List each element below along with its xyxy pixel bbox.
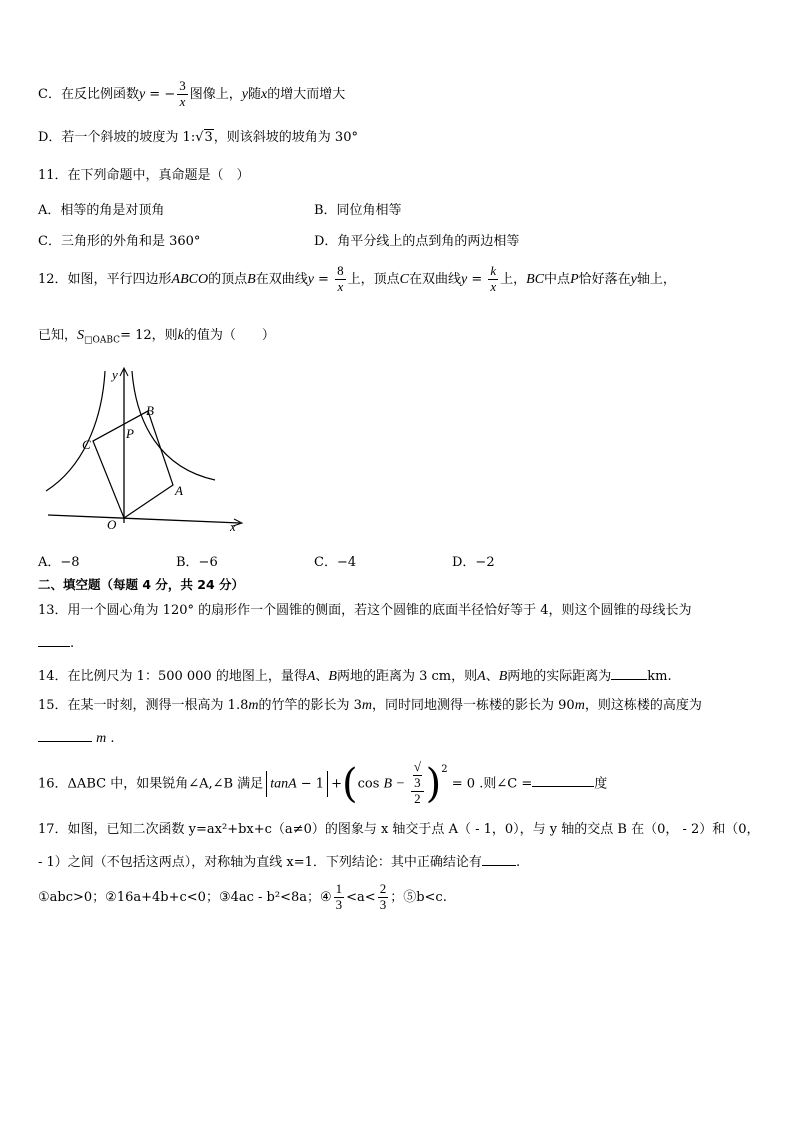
q12-figure bbox=[40, 363, 260, 543]
q17-fraction-2-3: $\frac{2}{3}$ bbox=[379, 881, 387, 912]
q12-stem-line1: 12．如图，平行四边形ABCO的顶点B在双曲线y = $\frac{8}{x}$ 上，顶点C在双曲线y = $\frac{k}{x}$ 上，BC中点P恰好落在y轴上， bbox=[38, 263, 676, 294]
q14-line: 14．在比例尺为 1：500 000 的地图上，量得A、B两地的距离为 3 cm，则A、B两地的实际距离为 km. bbox=[38, 669, 672, 684]
q15-line1: 15．在某一时刻，测得一根高为 1.8m的竹竿的影长为 3m，同时同地测得一栋楼的影长为 90m，则这栋楼的高度为 bbox=[38, 698, 702, 713]
q13-answer-blank[interactable] bbox=[38, 634, 70, 647]
q17-line2: - 1）之间（不包括这两点），对称轴为直线 x=1．下列结论：其中正确结论有 . bbox=[38, 855, 521, 870]
q17-fraction-1-3: $\frac{1}{3}$ bbox=[335, 881, 343, 912]
q10-option-c: C．在反比例函数y = − $\frac{3}{x}$ 图像上，y随x的增大而增大 bbox=[38, 78, 346, 109]
label-y: y bbox=[112, 367, 118, 382]
q13-line2: . bbox=[38, 634, 74, 652]
q12-stem-line2: 已知，$S_{□OABC}= 12$，则k的值为（ ） bbox=[38, 328, 275, 346]
curve-8-over-x bbox=[132, 371, 215, 480]
q11-option-b: B．同位角相等 bbox=[314, 203, 402, 218]
label-a: A bbox=[175, 483, 183, 498]
q16-answer-blank[interactable] bbox=[532, 774, 594, 787]
x-axis bbox=[48, 515, 240, 523]
q15-line2: m . bbox=[38, 729, 115, 748]
q10c-prefix: C．在反比例函数 bbox=[38, 86, 139, 102]
q11-stem: 11．在下列命题中，真命题是（ ） bbox=[38, 168, 250, 183]
q17-conclusions: ①abc>0；②16a+4b+c<0；③4ac - b²<8a；④ $\frac{1}{3}$ <a< $\frac{2}{3}$ ；⑤b<c. bbox=[38, 881, 447, 912]
q16-line: 16．ΔABC 中，如果锐角∠A,∠B 满足 tanA − 1 +(cos B − √ 3 2 )$^2$ = 0 .则∠C = 度 bbox=[38, 759, 608, 807]
label-x: x bbox=[230, 519, 236, 534]
label-o: O bbox=[107, 517, 117, 532]
q17-line1: 17．如图，已知二次函数 y=ax²+bx+c（a≠0）的图象与 x 轴交于点 A（ - 1，0），与 y 轴的交点 B 在（0， - 2）和（0， bbox=[38, 822, 760, 837]
label-b: B bbox=[146, 403, 154, 418]
label-c: C bbox=[82, 437, 91, 452]
q14-answer-blank[interactable] bbox=[611, 667, 647, 680]
q11-option-d: D．角平分线上的点到角的两边相等 bbox=[314, 234, 520, 249]
q17-answer-blank[interactable] bbox=[482, 853, 516, 866]
q12-fraction-kx: $\frac{k}{x}$ bbox=[490, 263, 497, 294]
q10-option-d: D．若一个斜坡的坡度为 1:√3，则该斜坡的坡角为 30° bbox=[38, 130, 358, 145]
section-2-heading: 二、填空题（每题 4 分，共 24 分） bbox=[38, 577, 245, 592]
q12-option-d: D．−2 bbox=[452, 555, 495, 570]
q13-line1: 13．用一个圆心角为 120° 的扇形作一个圆锥的侧面，若这个圆锥的底面半径恰好等于 4，则这个圆锥的母线长为 bbox=[38, 603, 692, 618]
q12-option-c: C．−4 bbox=[314, 555, 357, 570]
q12-fraction-8x: $\frac{8}{x}$ bbox=[337, 263, 344, 294]
label-p: P bbox=[126, 426, 134, 441]
curve-k-over-x bbox=[46, 371, 105, 491]
q15-answer-blank[interactable] bbox=[38, 729, 92, 742]
q10c-fraction: $\frac{3}{x}$ bbox=[179, 78, 186, 109]
segment-bc bbox=[93, 411, 148, 441]
q12-option-a: A．−8 bbox=[38, 555, 80, 570]
q11-option-c: C．三角形的外角和是 360° bbox=[38, 234, 201, 249]
q11-option-a: A．相等的角是对顶角 bbox=[38, 203, 165, 218]
q16-fraction: √ 3 2 bbox=[411, 760, 424, 807]
q12-option-b: B．−6 bbox=[176, 555, 218, 570]
